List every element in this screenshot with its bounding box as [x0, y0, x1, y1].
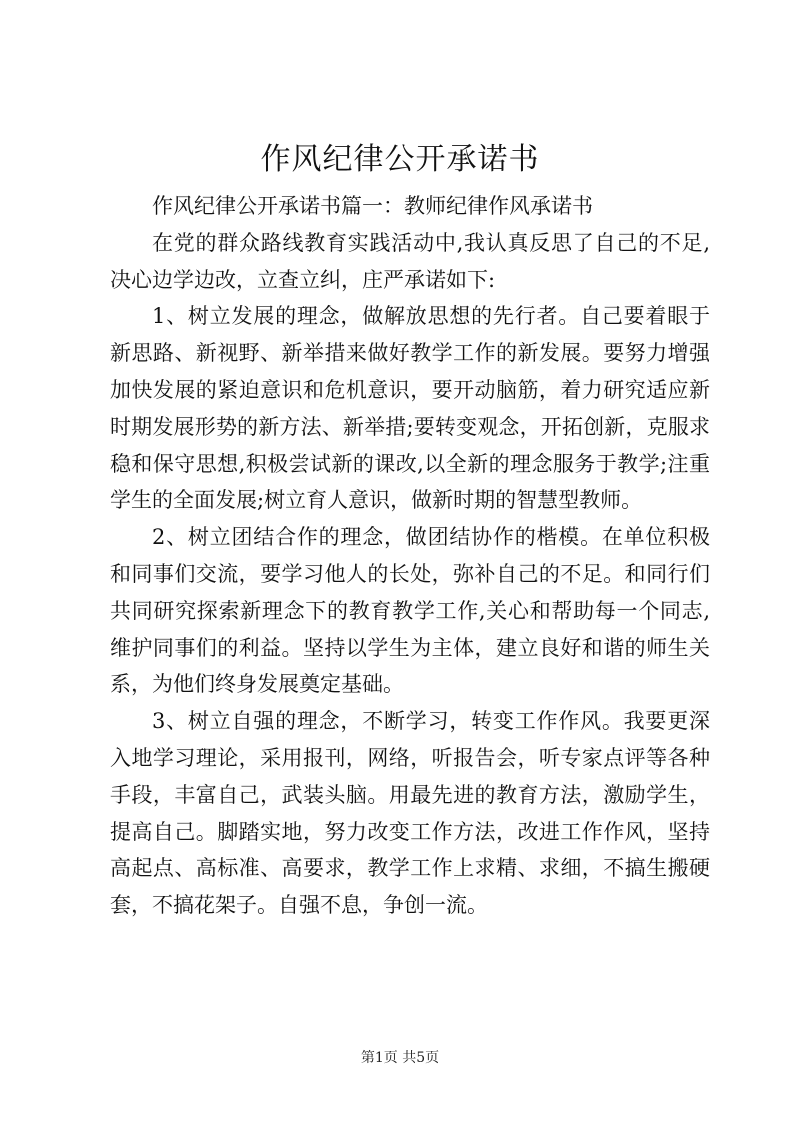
- document-subtitle: 作风纪律公开承诺书篇一：教师纪律作风承诺书: [152, 194, 593, 218]
- paragraph-3: 3、树立自强的理念，不断学习，转变工作作风。我要更深入地学习理论，采用报刊，网络，听报告会，听专家点评等各种手段，丰富自己，武装头脑。用最先进的教育方法，激励学生，提高自己。脚踏实地，努力改变工作方法，改进工作作风，坚持高起点、高标准、高要求，教学工作上求精、求细，不搞生搬硬套，不搞花架子。自强不息，争创一流。: [110, 709, 710, 918]
- document-body: [110, 188, 710, 924]
- paragraph-intro: 在党的群众路线教育实践活动中,我认真反思了自己的不足,决心边学边改，立查立纠，庄严承诺如下:: [110, 230, 710, 292]
- paragraph-1: 1、树立发展的理念，做解放思想的先行者。自己要着眼于新思路、新视野、新举措来做好教学工作的新发展。要努力增强加快发展的紧迫意识和危机意识，要开动脑筋，着力研究适应新时期发展形势的新方法、新举措;要转变观念，开拓创新，克服求稳和保守思想,积极尝试新的课改,以全新的理念服务于教学;注重学生的全面发展;树立育人意识，做新时期的智慧型教师。: [110, 304, 710, 513]
- paragraph-2: 2、树立团结合作的理念，做团结协作的楷模。在单位积极和同事们交流，要学习他人的长处，弥补自己的不足。和同行们共同研究探索新理念下的教育教学工作,关心和帮助每一个同志,维护同事们的利益。坚持以学生为主体，建立良好和谐的师生关系，为他们终身发展奠定基础。: [110, 525, 710, 697]
- document-title: 作风纪律公开承诺书: [260, 142, 540, 177]
- page-footer: 第1页 共5页: [360, 1050, 440, 1066]
